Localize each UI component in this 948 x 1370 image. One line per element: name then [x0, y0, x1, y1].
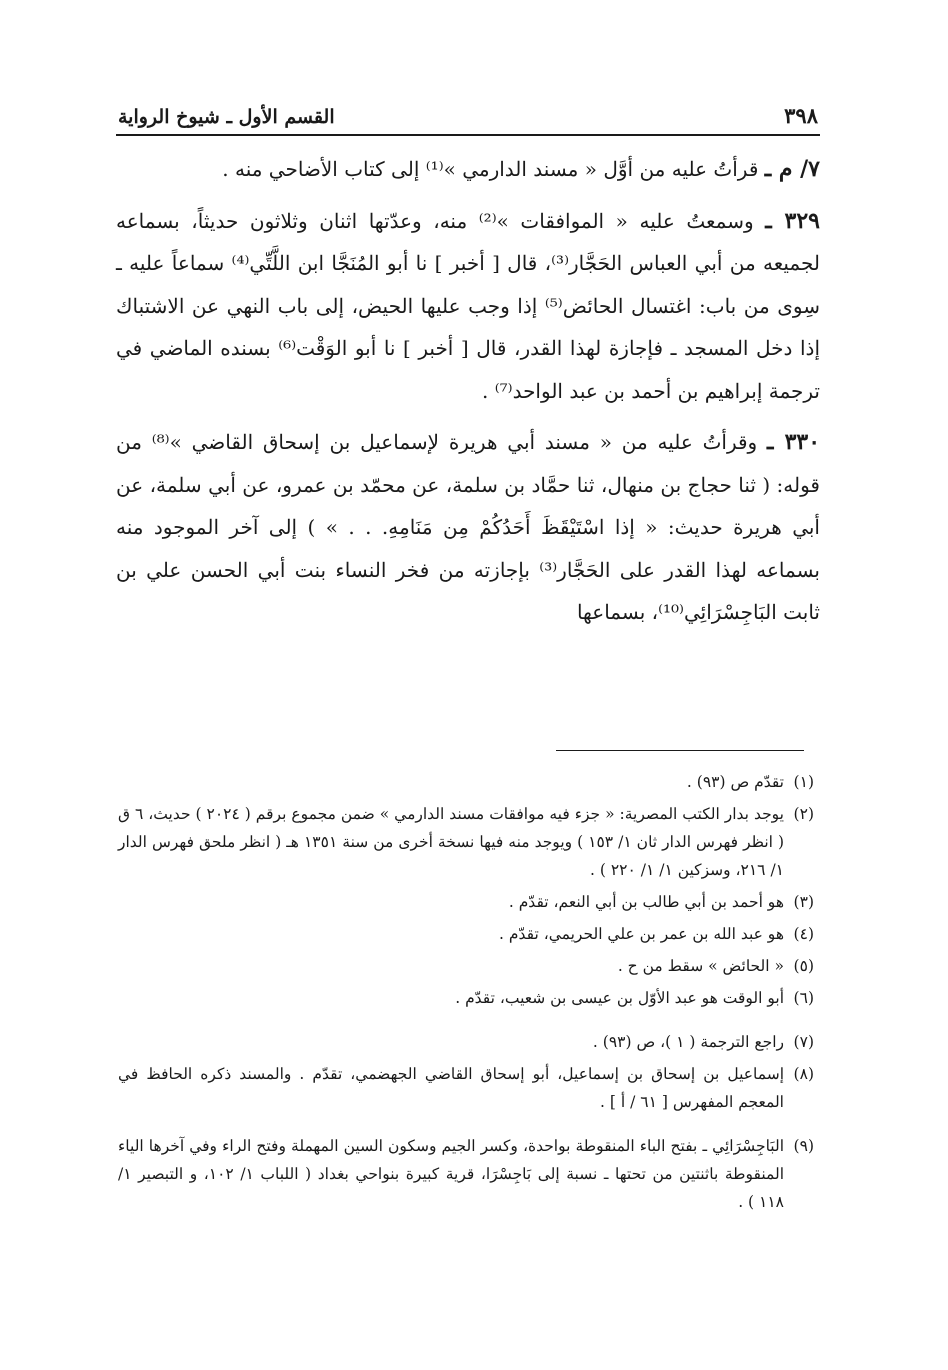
paragraph-entry-329 — [116, 200, 820, 413]
paragraph-entry-330 — [116, 421, 820, 634]
footnote — [118, 800, 814, 884]
entry-number: ٣٣٠ ـ — [767, 429, 821, 455]
footnote-text: راجع الترجمة ( ١ )، ص (٩٣) . — [592, 1033, 784, 1051]
footnote-text: « الحائض » سقط من ح . — [617, 957, 784, 975]
main-text — [116, 148, 820, 634]
footnote-number: (٦) — [793, 989, 814, 1007]
entry-number: ٧/ م ـ — [764, 156, 820, 182]
footnote-number: (١) — [793, 773, 814, 791]
footnote-number: (٤) — [793, 925, 814, 943]
footnote — [118, 984, 814, 1012]
footnote-text: هو أحمد بن أبي طالب بن أبي النعم، تقدّم . — [508, 893, 784, 911]
footnote-text: هو عبد الله بن عمر بن علي الحريمي، تقدّم . — [499, 925, 784, 943]
footnote-number: (٥) — [793, 957, 814, 975]
footnote — [118, 768, 814, 796]
page-header — [118, 88, 818, 128]
footnote — [118, 1132, 814, 1216]
footnote-number: (٩) — [793, 1137, 814, 1155]
footnotes — [118, 768, 814, 1216]
footnote-text: يوجد بدار الكتب المصرية: « جزء فيه موافقات مسند الدارمي » ضمن مجموع برقم ( ٢٠٢٤ ) حديث، ٦ ق ( انظر فهرس الدار ثان ١/ ١٥٣ ) ويوجد منه فيها نسخة أخرى من سنة ١٣٥١ هـ ( انظر ملحق فهرس الدار ١/ ٢١٦، وسزكين ١/ ١/ ٢٢٠ ) . — [118, 805, 784, 879]
footnote — [118, 920, 814, 948]
footnote-number: (٧) — [793, 1033, 814, 1051]
footnote-number: (٣) — [793, 893, 814, 911]
running-title: القسم الأول ـ شيوخ الرواية — [118, 106, 335, 128]
footnote — [118, 952, 814, 980]
footnote-number: (٨) — [793, 1065, 814, 1083]
paragraph-text: قرأتُ عليه من أوَّل « مسند الدارمي »⁽¹⁾ إلى كتاب الأضاحي منه . — [222, 157, 759, 181]
footnote-text: أبو الوقت هو عبد الأوّل بن عيسى بن شعيب، تقدّم . — [455, 989, 784, 1007]
footnote-text: تقدّم ص (٩٣) . — [686, 773, 784, 791]
entry-number: ٣٢٩ ـ — [765, 207, 820, 234]
footnote — [118, 1028, 814, 1056]
page-number: ٣٩٨ — [784, 103, 818, 128]
footnote-number: (٢) — [793, 805, 814, 823]
paragraph-text: وقرأتُ عليه من « مسند أبي هريرة لإسماعيل بن إسحاق القاضي »⁽⁸⁾ من قوله: ( ثنا حجاج بن منهال، ثنا حمَّاد بن سلمة، عن محمّد بن عمرو، عن أبي سلمة، عن أبي هريرة حديث: « إذا اسْتَيْقَظَ أَحَدُكُمْ مِن مَنَامِهِ. . . » ) إلى آخر الموجود منه بسماعه لهذا القدر على الحَجَّار⁽³⁾ بإجازته من فخر النساء بنت أبي الحسن علي بن ثابت البَاجِسْرَائِي⁽¹⁰⁾، بسماعها — [116, 430, 820, 624]
paragraph-text: وسمعتُ عليه « الموافقات »⁽²⁾ منه، وعدّتها اثنان وثلاثون حديثاً، بسماعه لجميعه من أبي العباس الحَجَّار⁽³⁾، قال [ أخبر ] نا أبو المُنَجَّا ابن اللَّتِّي⁽⁴⁾ سماعاً عليه ـ سِوى من باب: اغتسال الحائض⁽⁵⁾ إذا وجب عليها الحيض، إلى باب النهي عن الاشتباك إذا دخل المسجد ـ فإجازة لهذا القدر، قال [ أخبر ] نا أبو الوَقْت⁽⁶⁾ بسنده الماضي في ترجمة إبراهيم بن أحمد بن عبد الواحد⁽⁷⁾ . — [116, 208, 821, 403]
footnote-text: إسماعيل بن إسحاق بن إسماعيل، أبو إسحاق القاضي الجهضمي، تقدّم . والمسند ذكره الحافظ في المعجم المفهرس [ ٦١ / أ ] . — [118, 1065, 784, 1111]
footnote — [118, 888, 814, 916]
header-rule — [116, 134, 820, 136]
footnote-rule — [556, 750, 804, 751]
paragraph-entry-7 — [116, 148, 820, 191]
footnote-text: البَاجِسْرَائِي ـ بفتح الباء المنقوطة بواحدة، وكسر الجيم وسكون السين المهملة وفتح الراء وفي آخرها الياء المنقوطة باثنتين من تحتها ـ نسبة إلى بَاجِسْرَا، قرية كبيرة بنواحي بغداد ( اللباب ١/ ١٠٢، و التبصير ١/ ١١٨ ) . — [118, 1137, 784, 1211]
footnote — [118, 1060, 814, 1116]
